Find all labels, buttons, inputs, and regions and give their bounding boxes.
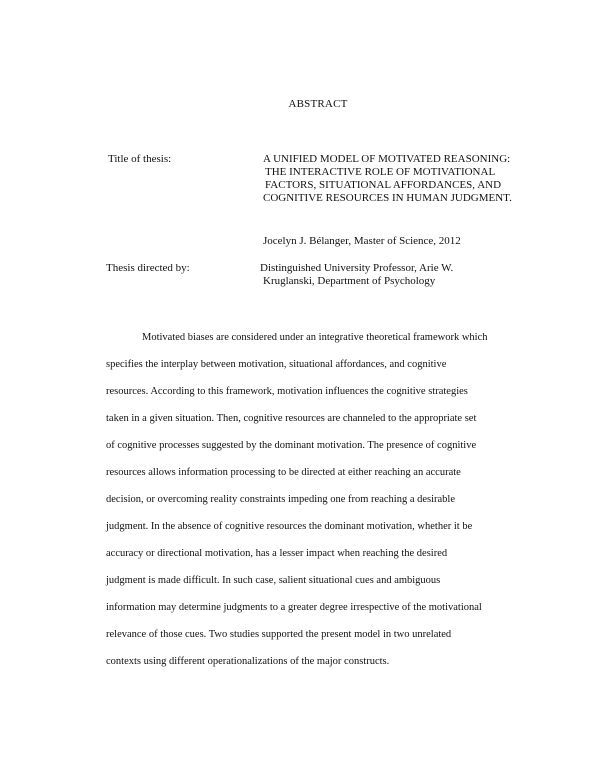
thesis-title [263,153,512,205]
thesis-director [260,262,453,288]
abstract-line: judgment is made difficult. In such case, salient situational cues and ambiguous [106,575,441,586]
director-label: Thesis directed by: [106,262,190,274]
abstract-line: accuracy or directional motivation, has a lesser impact when reaching the desired [106,548,448,559]
thesis-title-line: COGNITIVE RESOURCES IN HUMAN JUDGMENT. [263,192,512,204]
abstract-line: specifies the interplay between motivation, situational affordances, and cognitive [106,359,447,370]
abstract-line: information may determine judgments to a greater degree irrespective of the motivational [106,602,482,613]
abstract-line: decision, or overcoming reality constraints impeding one from reaching a desirable [106,494,456,505]
thesis-title-line: FACTORS, SITUATIONAL AFFORDANCES, AND [265,179,502,191]
abstract-line: contexts using different operationalizations of the major constructs. [106,656,390,667]
abstract-body [106,324,526,675]
director-line: Distinguished University Professor, Arie W. [260,262,454,274]
title-label: Title of thesis: [108,153,172,165]
thesis-title-line: THE INTERACTIVE ROLE OF MOTIVATIONAL [265,166,496,178]
page-heading: ABSTRACT [288,98,348,110]
abstract-line: judgment. In the absence of cognitive resources the dominant motivation, whether it be [106,521,473,532]
abstract-line: taken in a given situation. Then, cognitive resources are channeled to the appropriate set [106,413,477,424]
abstract-line: relevance of those cues. Two studies supported the present model in two unrelated [106,629,452,640]
thesis-title-line: A UNIFIED MODEL OF MOTIVATED REASONING: [263,153,511,165]
abstract-line: resources allows information processing to be directed at either reaching an accurate [106,467,461,478]
director-line: Kruglanski, Department of Psychology [263,275,436,287]
author-line: Jocelyn J. Bélanger, Master of Science, 2012 [263,235,461,247]
abstract-line: Motivated biases are considered under an integrative theoretical framework which [142,332,488,343]
abstract-line: of cognitive processes suggested by the dominant motivation. The presence of cognitive [106,440,477,451]
abstract-line: resources. According to this framework, motivation influences the cognitive strategies [106,386,468,397]
